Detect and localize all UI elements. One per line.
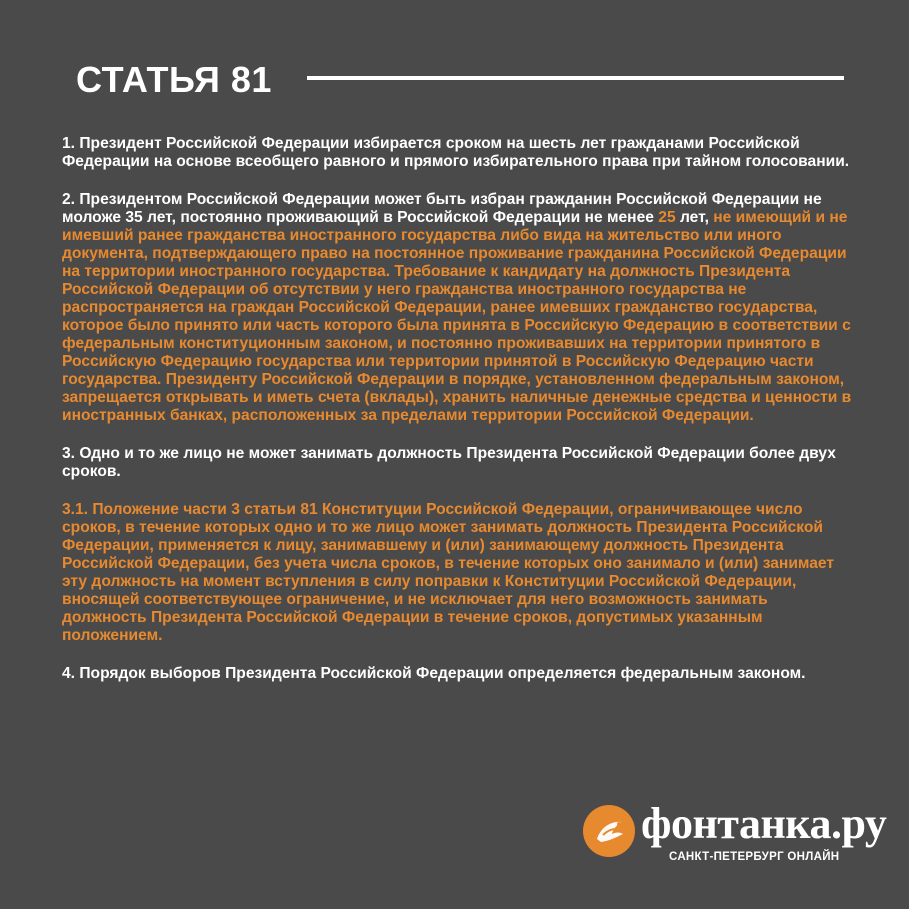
logo-tagline: САНКТ-ПЕТЕРБУРГ ОНЛАЙН — [669, 851, 840, 863]
paragraph-2-text: 2. Президентом Российской Федерации может быть избран гражданин Российской Федерации не моложе 35 лет, постоянно проживающий в Российской Федерации не менее — [62, 191, 822, 226]
paragraph-4: 4. Порядок выборов Президента Российской Федерации определяется федеральным законом. — [62, 665, 806, 682]
page-title: СТАТЬЯ 81 — [76, 59, 272, 100]
paragraph-3: 3. Одно и то же лицо не может занимать должность Президента Российской Федерации более двух сроков. — [62, 445, 836, 480]
paragraph-2-amended-number: 25 — [658, 209, 676, 226]
paragraph-1: 1. Президент Российской Федерации избирается сроком на шесть лет гражданами Российской Федерации на основе всеобщего равного и прямого избирательного права при тайном голосовании. — [62, 135, 850, 170]
title-divider — [307, 76, 844, 80]
paragraph-2-amendment: не имеющий и не имевший ранее гражданства иностранного государства либо вида на жительство или иного документа, подтверждающего право на постоянное проживание гражданина Российской Федерации на территории иностранного государства. Требование к кандидату на должность Президента Российской Федерации об отсутствии у него гражданства иностранного государства не распространяется на граждан Российской Федерации, ранее имевших гражданство государства, которое было принято или часть которого была принята в Российскую Федерацию в соответствии с федеральным конституционным законом, и постоянно проживавших на территории принятого в Российскую Федерацию государства или территории принятой в Российскую Федерацию части государства. Президенту Российской Федерации в порядке, установленном федеральным законом, запрещается открывать и иметь счета (вклады), хранить наличные денежные средства и ценности в иностранных банках, расположенных за пределами территории Российской Федерации. — [62, 209, 852, 424]
logo-wordmark: фонтанка.ру — [641, 799, 887, 848]
article-body — [62, 135, 852, 703]
paragraph-3-1-amendment: 3.1. Положение части 3 статьи 81 Конституции Российской Федерации, ограничивающее число сроков, в течение которых одно и то же лицо может занимать должность Президента Российской Федерации, применяется к лицу, занимавшему и (или) занимающему должность Президента Российской Федерации, без учета числа сроков, в течение которых оно занимало и (или) занимает эту должность на момент вступления в силу поправки к Конституции Российской Федерации, вносящей соответствующее ограничение, и не исключает для него возможность занимать должность Президента Российской Федерации в течение сроков, допустимых указанным положением. — [62, 501, 835, 644]
fontanka-logo — [583, 799, 887, 872]
paragraph-2-text-2: лет, — [675, 209, 709, 226]
logo-emblem-icon — [583, 805, 635, 857]
paragraph-2 — [62, 191, 852, 425]
